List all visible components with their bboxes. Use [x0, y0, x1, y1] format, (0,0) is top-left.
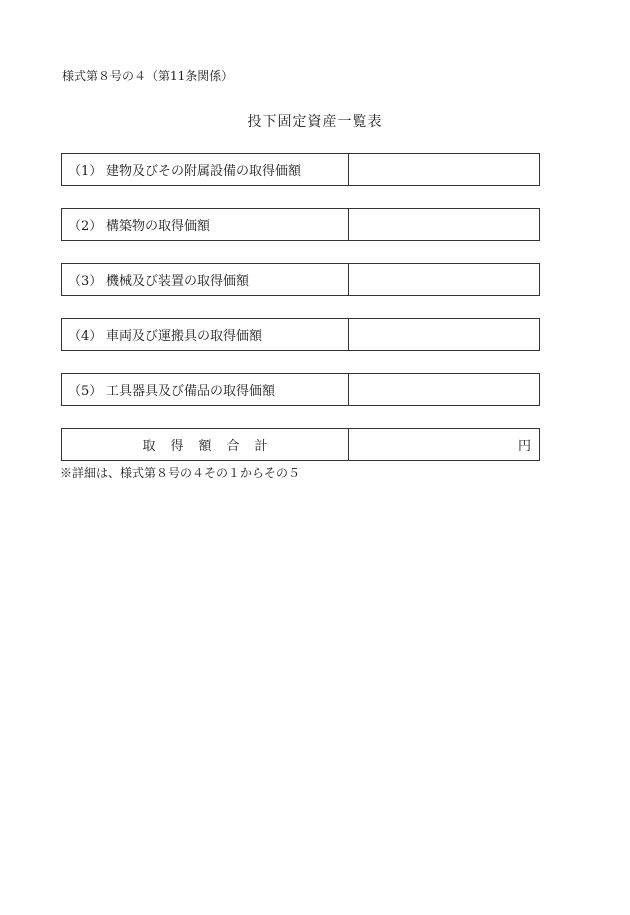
- table-row: [61, 153, 540, 186]
- total-row: [61, 428, 540, 461]
- row-number: （1）: [68, 164, 103, 179]
- row-value-cell[interactable]: [349, 154, 539, 185]
- row-label: 建物及びその附属設備の取得価額: [106, 164, 302, 179]
- row-value-cell[interactable]: [349, 264, 539, 295]
- currency-unit: 円: [517, 439, 531, 454]
- row-label-cell: [62, 154, 349, 185]
- row-value-cell[interactable]: [349, 209, 539, 240]
- row-label: 構築物の取得価額: [106, 219, 211, 234]
- row-value-cell[interactable]: [349, 319, 539, 350]
- footnote: ※詳細は、様式第８号の４その１からその５: [60, 466, 301, 480]
- total-value-cell[interactable]: [349, 429, 539, 460]
- row-label-cell: [62, 264, 349, 295]
- row-label: 車両及び運搬具の取得価額: [106, 329, 263, 344]
- row-label: 機械及び装置の取得価額: [106, 274, 250, 289]
- row-number: （5）: [68, 384, 103, 399]
- form-number: 様式第８号の４（第11条関係）: [62, 69, 234, 83]
- row-label-cell: [62, 209, 349, 240]
- row-number: （3）: [68, 274, 103, 289]
- row-label-cell: [62, 319, 349, 350]
- row-number: （4）: [68, 329, 103, 344]
- table-row: [61, 208, 540, 241]
- document-title: 投下固定資産一覧表: [247, 114, 383, 130]
- table-row: [61, 318, 540, 351]
- table-row: [61, 263, 540, 296]
- row-label-cell: [62, 374, 349, 405]
- row-value-cell[interactable]: [349, 374, 539, 405]
- total-label: 取得額合計: [62, 429, 349, 460]
- row-number: （2）: [68, 219, 103, 234]
- table-row: [61, 373, 540, 406]
- row-label: 工具器具及び備品の取得価額: [106, 384, 276, 399]
